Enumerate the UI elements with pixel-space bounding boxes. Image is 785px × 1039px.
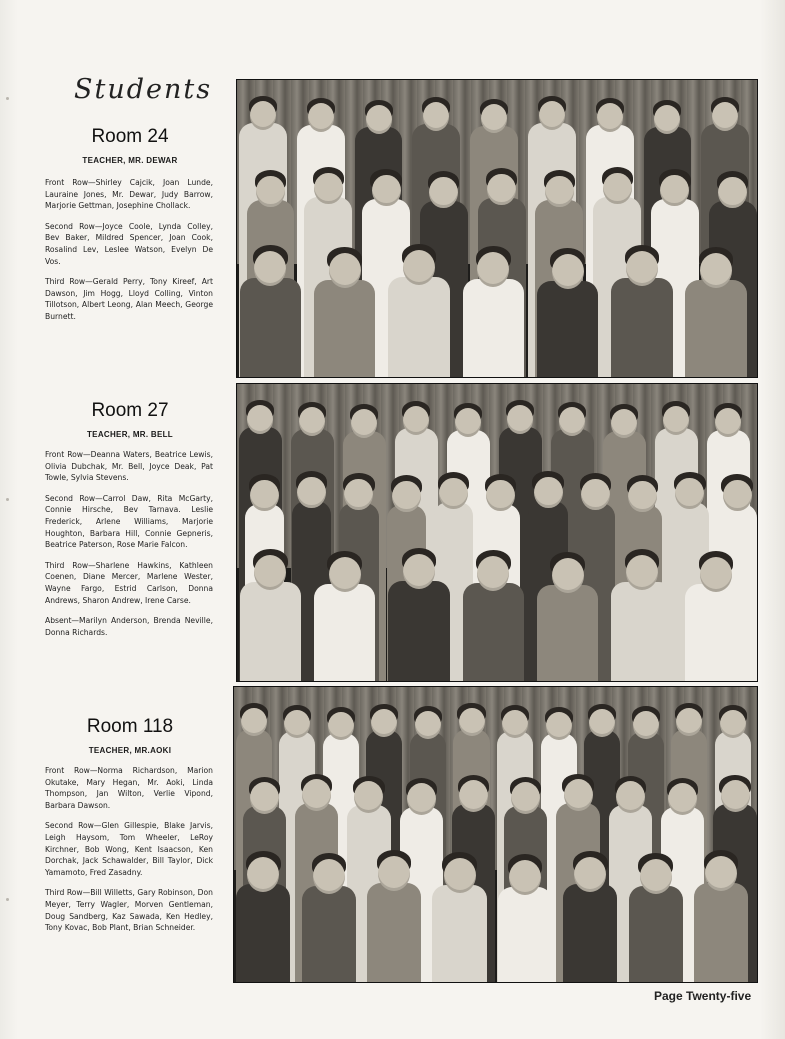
roster-row: Front Row—Deanna Waters, Beatrice Lewis, Olivia Dubchak, Mr. Bell, Joyce Deak, Pat Towle, Sylvia Stevens. [45,450,213,483]
roster-row: Absent—Marilyn Anderson, Brenda Neville, Donna Richards. [45,616,213,637]
roster-row: Front Row—Norma Richardson, Marion Okutake, Mary Hegan, Mr. Aoki, Linda Thompson, Jan Wilton, Verlie Vipond, Barbara Dawson. [45,766,213,810]
room-118-roster [45,765,213,943]
student-figure [311,249,378,377]
student-figure [386,246,453,377]
student-figure [237,247,304,377]
room-title: Room 27 [91,400,169,421]
binding-hole [6,898,9,901]
student-figure [460,552,527,681]
room-title: Room 118 [86,716,174,737]
roster-row: Third Row—Bill Willetts, Gary Robinson, Don Meyer, Terry Wagler, Morven Gentleman, Doug Sandberg, Kaz Sawada, Ken Hedley, Tony Kovac, Bob Plant, Brian Schneider. [45,888,213,933]
room-118-heading [40,716,220,755]
room-118-class-photo [233,686,758,983]
room-teacher: TEACHER, MR.AOKI [88,746,172,755]
roster-row: Third Row—Gerald Perry, Tony Kireef, Art Dawson, Jim Hogg, Lloyd Colling, Vinton Tillotson, Albert Leong, Alan Meech, George Burnett. [45,277,213,321]
student-figure [237,551,304,681]
student-figure [234,853,293,982]
student-figure [299,855,358,982]
student-figure [608,551,675,681]
student-figure [608,247,675,377]
room-27-class-photo [236,383,758,682]
room-teacher: TEACHER, MR. DEWAR [82,156,178,165]
room-24-roster [45,177,213,332]
roster-row: Second Row—Glen Gillespie, Blake Jarvis, Leigh Haysom, Tom Wheeler, LeRoy Kirchner, Bob Wong, Kent Isaacson, Ken Dorchak, Jack Schawalder, Bill Taylor, Dick Yamamoto, Fred Zasadny. [45,821,213,877]
room-24-heading [40,126,220,165]
student-figure [496,856,555,982]
roster-row: Second Row—Carrol Daw, Rita McGarty, Connie Hirsche, Bev Tarnava. Leslie Frederick, Arlene Williams, Marjorie Houghton, Barbara Hill, Connie Gepneris, Beatrice Paterson, Rose Marie Falcon. [45,493,213,550]
page-title: Students [74,74,213,105]
room-27-heading [40,400,220,439]
student-figure [534,554,601,681]
page-number: Page Twenty-five [654,989,752,1003]
student-figure [311,553,378,681]
roster-row: Second Row—Joyce Coole, Lynda Colley, Bev Baker, Mildred Spencer, Joan Cook, Rosalind Lev, Leslee Watson, Evelyn De Vos. [45,221,213,266]
roster-row: Front Row—Shirley Cajcik, Joan Lunde, Lauraine Jones, Mr. Dewar, Judy Barrow, Marjorie Gettman, Josephine Chollack. [45,178,213,211]
student-figure [365,852,424,982]
room-title: Room 24 [91,126,169,147]
student-figure [626,855,685,982]
student-figure [683,249,750,377]
student-figure [386,550,453,681]
student-figure [460,248,527,377]
student-figure [430,854,489,982]
roster-row: Third Row—Sharlene Hawkins, Kathleen Coenen, Diane Mercer, Marlene Wester, Wayne Fargo, Estrid Carlson, Donna Andrews, Sharon Andrew, Irene Carse. [45,560,213,605]
student-figure [561,853,620,982]
student-figure [692,852,751,982]
room-24-class-photo [236,79,758,378]
binding-hole [6,498,9,501]
binding-hole [6,97,9,100]
student-figure [534,250,601,377]
student-figure [683,553,750,681]
room-teacher: TEACHER, MR. BELL [87,430,173,439]
room-27-roster [45,449,213,647]
